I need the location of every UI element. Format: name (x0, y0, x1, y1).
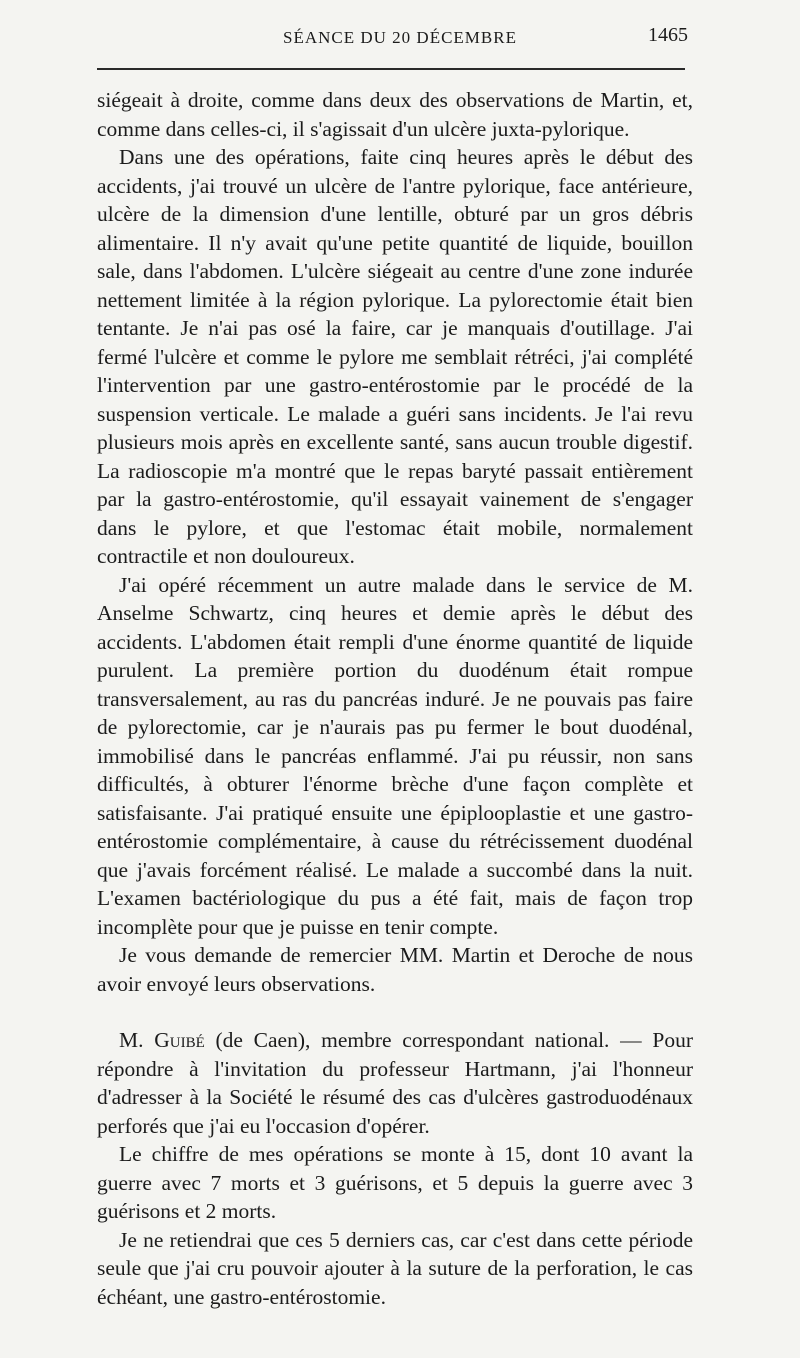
body-text (97, 86, 693, 1311)
guibe-prefix: M. (119, 1028, 155, 1052)
guibe-name: Guibé (154, 1028, 205, 1052)
paragraph-thanks: Je vous demande de remercier MM. Martin et Deroche de nous avoir envoyé leurs observations. (97, 943, 693, 996)
header-rule (97, 68, 685, 70)
running-title: SÉANCE DU 20 DÉCEMBRE (283, 28, 517, 47)
paragraph-second-operation: J'ai opéré récemment un autre malade dans le service de M. Anselme Schwartz, cinq heures et demie après le début des accidents. L'abdomen était rempli d'une énorme quantité de liquide purulent. La première portion du duodénum était rompue transversalement, au ras du pancréas induré. Je ne pouvais pas faire de pylorectomie, car je n'aurais pas pu fermer le bout duodénal, immobilisé dans le pancréas enflammé. J'ai pu réussir, non sans difficultés, à obturer l'énorme brèche d'une façon complète et satisfaisante. J'ai pratiqué ensuite une épiplooplastie et une gastro-entérostomie complémentaire, à cause du rétrécissement duodénal que j'avais forcément réalisé. Le malade a succombé dans la nuit. L'examen bactériologique du pus a été fait, mais de façon trop incomplète pour que je puisse en tenir compte. (97, 572, 693, 939)
paragraph-first-operation: Dans une des opérations, faite cinq heures après le début des accidents, j'ai trouvé un ulcère de l'antre pylorique, face antérieure, ulcère de la dimension d'une lentille, obturé par un gros débris alimentaire. Il n'y avait qu'une petite quantité de liquide, bouillon sale, dans l'abdomen. L'ulcère siégeait au centre d'une zone indurée nettement limitée à la région pylorique. La pylorectomie était bien tentante. Je n'ai pas osé la faire, car je manquais d'outillage. J'ai fermé l'ulcère et comme le pylore me semblait rétréci, j'ai complété l'intervention par une gastro-entérostomie par le procédé de la suspension verticale. Le malade a guéri sans incidents. Je l'ai revu plusieurs mois après en excellente santé, sans aucun trouble digestif. La radioscopie m'a montré que le repas baryté passait entièrement par la gastro-entérostomie, qu'il essayait vainement de s'engager dans le pylore, et que l'estomac était mobile, normalement contractile et non douloureux. (97, 145, 693, 568)
page-number: 1465 (648, 24, 688, 46)
paragraph-last-cases: Je ne retiendrai que ces 5 derniers cas, car c'est dans cette période seule que j'ai cru pouvoir ajouter à la suture de la perforation, le cas échéant, une gastro-entérostomie. (97, 1227, 693, 1309)
paragraph-continuation: siégeait à droite, comme dans deux des observations de Martin, et, comme dans celles-ci, il s'agissait d'un ulcère juxta-pylorique. (97, 88, 693, 141)
guibe-text: (de Caen), membre correspondant national. — Pour répondre à l'invitation du professeur Hartmann, j'ai l'honneur d'adresser à la Société le résumé des cas d'ulcères gastroduodénaux perforés que j'ai eu l'occasion d'opérer. (97, 1028, 694, 1138)
paragraph-guibe (97, 1026, 693, 1140)
paragraph-operation-count: Le chiffre de mes opérations se monte à 15, dont 10 avant la guerre avec 7 morts et 3 guérisons, et 5 depuis la guerre avec 3 guérisons et 2 morts. (97, 1142, 693, 1223)
